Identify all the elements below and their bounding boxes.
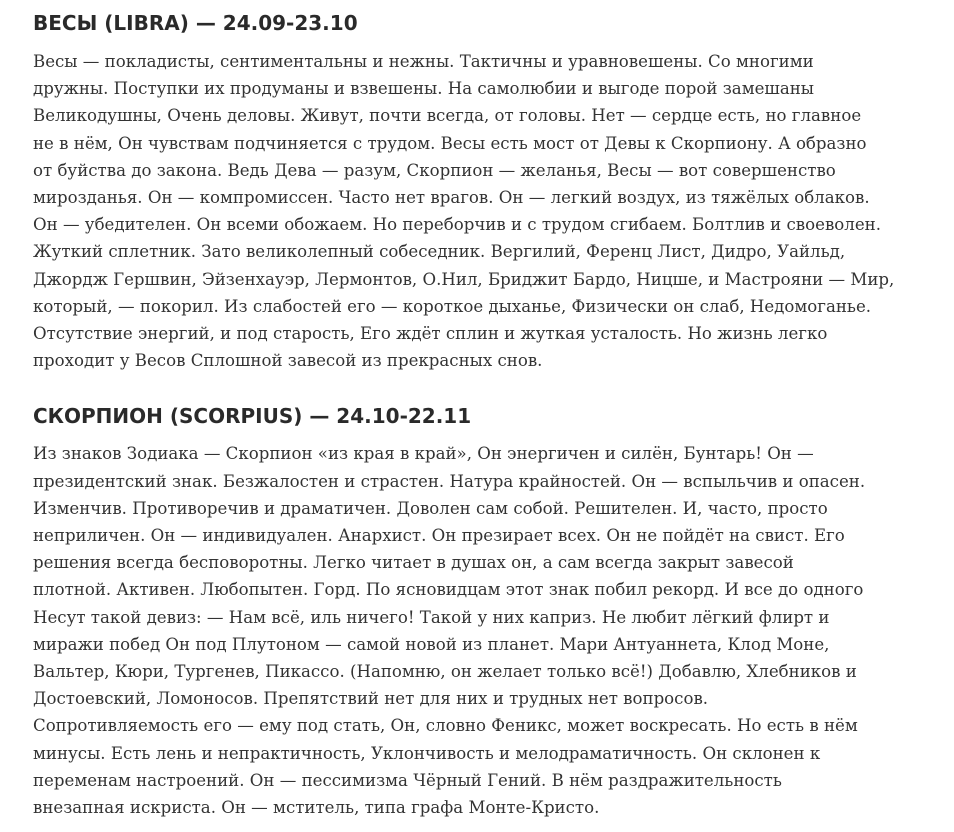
text-line: мирозданья. Он — компромиссен. Часто нет врагов. Он — легкий воздух, из тяжёлых облаков.	[33, 188, 870, 208]
text-line: который, — покорил. Из слабостей его — короткое дыханье, Физически он слаб, Недомоганье.	[33, 296, 872, 316]
text-line: внезапная искриста. Он — мститель, типа графа Монте-Кристо.	[33, 798, 600, 818]
text-line: Сопротивляемость его — ему под стать, Он, словно Феникс, может воскресать. Но есть в нём	[33, 716, 858, 736]
text-line: Вальтер, Кюри, Тургенев, Пикассо. (Напомню, он желает только всё!) Добавлю, Хлебников и	[33, 662, 857, 682]
text-line: президентский знак. Безжалостен и страстен. Натура крайностей. Он — вспыльчив и опасен.	[33, 471, 866, 491]
text-line: Изменчив. Противоречив и драматичен. Доволен сам собой. Решителен. И, часто, просто	[33, 498, 828, 518]
text-line: Из знаков Зодиака — Скорпион «из края в край», Он энергичен и силён, Бунтарь! Он —	[33, 444, 814, 464]
libra-heading: ВЕСЫ (LIBRA) — 24.09-23.10	[33, 11, 358, 35]
text-line: проходит у Весов Сплошной завесой из прекрасных снов.	[33, 351, 543, 371]
text-line: Отсутствие энергий, и под старость, Его ждёт сплин и жуткая усталость. Но жизнь легко	[33, 324, 828, 344]
text-line: Достоевский, Ломоносов. Препятствий нет для них и трудных нет вопросов.	[33, 689, 709, 709]
scorpio-heading: СКОРПИОН (SCORPIUS) — 24.10-22.11	[33, 404, 472, 429]
text-line: плотной. Активен. Любопытен. Горд. По ясновидцам этот знак побил рекорд. И все до одного	[33, 580, 864, 600]
text-line: Джордж Гершвин, Эйзенхауэр, Лермонтов, О.Нил, Бриджит Бардо, Ницше, и Мастрояни — Мир,	[33, 269, 895, 289]
text-line: переменам настроений. Он — пессимизма Чёрный Гений. В нём раздражительность	[33, 770, 782, 790]
text-line: Весы — покладисты, сентиментальны и нежны. Тактичны и уравновешены. Со многими	[33, 52, 814, 71]
text-line: Несут такой девиз: — Нам всё, иль ничего! Такой у них каприз. Не любит лёгкий флирт и	[33, 607, 830, 627]
text-line: не в нём, Он чувствам подчиняется с трудом. Весы есть мост от Девы к Скорпиону. А образно	[33, 133, 867, 153]
scorpio-text	[33, 440, 938, 821]
text-line: Он — убедителен. Он всеми обожаем. Но переборчив и с трудом сгибаем. Болтлив и своеволен.	[33, 215, 881, 235]
text-line: от буйства до закона. Ведь Дева — разум, Скорпион — желанья, Весы — вот совершенство	[33, 160, 836, 180]
text-line: минусы. Есть лень и непрактичность, Уклончивость и мелодраматичность. Он склонен к	[33, 743, 821, 763]
libra-text	[33, 48, 938, 374]
text-line: неприличен. Он — индивидуален. Анархист. Он презирает всех. Он не пойдёт на свист. Его	[33, 526, 845, 546]
text-line: решения всегда бесповоротны. Легко читает в душах он, а сам всегда закрыт завесой	[33, 553, 794, 573]
article	[33, 0, 938, 821]
text-line: Великодушны, Очень деловы. Живут, почти всегда, от головы. Нет — сердце есть, но главное	[33, 106, 862, 126]
text-line: дружны. Поступки их продуманы и взвешены. На самолюбии и выгоде порой замешаны	[33, 79, 815, 99]
text-line: Жуткий сплетник. Зато великолепный собеседник. Вергилий, Ференц Лист, Дидро, Уайльд,	[33, 242, 846, 262]
text-line: миражи побед Он под Плутоном — самой новой из планет. Мари Антуаннета, Клод Моне,	[33, 634, 830, 654]
